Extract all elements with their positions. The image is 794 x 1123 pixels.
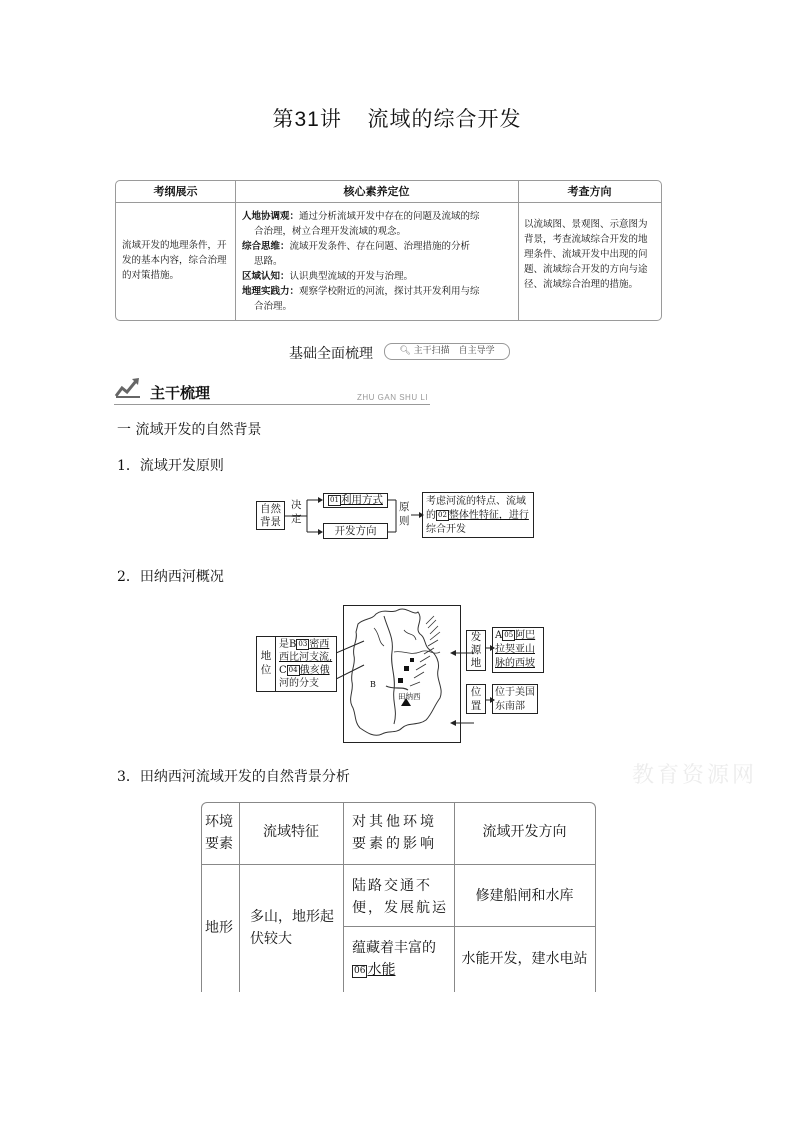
status-detail-box: 是B 03 密西 西比河支流, C 04 俄亥俄 河的分支 (275, 636, 337, 692)
header-dev-direction: 流域开发方向 (482, 824, 567, 840)
header-basin-feature: 流域特征 (263, 824, 319, 840)
status-label-box: 地位 (256, 636, 276, 692)
map-label-river: 田纳西 (398, 692, 421, 701)
tennessee-map-diagram (256, 603, 546, 745)
position-label-box: 位置 (466, 684, 486, 714)
heading-natural-background: 一 流域开发的自然背景 (117, 422, 262, 438)
scan-guide-badge: 🔍︎ 主干扫描 自主导学 (384, 343, 510, 360)
natural-background-box: 自然背景 (256, 501, 285, 530)
source-detail-box: A 05 阿巴 拉契亚山 脉的西坡 (492, 627, 544, 673)
principle-label: 原则 (399, 501, 410, 527)
direction-locks-reservoirs: 修建船闸和水库 (475, 888, 574, 904)
section-divider (114, 404, 430, 405)
header-exam-direction: 考查方向 (518, 181, 661, 203)
row-feature: 多山，地形起伏较大 (250, 909, 334, 947)
watermark: 教育资源网 (632, 763, 758, 788)
tennessee-river-map (343, 605, 461, 743)
heading-tennessee-overview: 2．田纳西河概况 (117, 569, 224, 585)
header-core-literacy: 核心素养定位 (235, 181, 518, 203)
use-mode-box: 01 利用方式 (323, 493, 388, 508)
basic-review-heading: 基础全面梳理 (289, 346, 373, 362)
source-label-box: 发源地 (466, 630, 486, 671)
literacy-item: 人地协调观：通过分析流域开发中存在的问题及流域的综 (242, 211, 480, 222)
heading-background-analysis: 3．田纳西河流域开发的自然背景分析 (117, 769, 350, 785)
exam-direction-text: 以流域图、景观图、示意图为背景，考查流域综合开发的地理条件、流域开发中出现的问题、流域综合开发的方向与途径、流域综合治理的措施。 (524, 219, 648, 290)
chart-trend-icon (114, 376, 142, 400)
section-title: 主干梳理 (150, 384, 211, 402)
literacy-item: 区域认知：认识典型流域的开发与治理。 (242, 271, 414, 282)
section-subtitle: ZHU GAN SHU LI (357, 393, 429, 402)
row-factor-terrain: 地形 (205, 920, 233, 936)
principle-diagram (256, 492, 536, 540)
page-title: 第31讲 流域的综合开发 (272, 107, 522, 131)
analysis-table (201, 802, 596, 992)
header-exam-outline: 考纲展示 (116, 181, 235, 203)
literacy-item: 综合思维：流域开发条件、存在问题、治理措施的分析 (242, 241, 471, 252)
exam-outline-text: 流域开发的地理条件，开发的基本内容，综合治理的对策措施。 (122, 240, 227, 281)
header-env-factor: 环境要素 (205, 814, 233, 852)
heading-development-principle: 1．流域开发原则 (117, 458, 224, 474)
direction-hydropower: 水能开发，建水电站 (461, 951, 588, 967)
core-literacy-list: 人地协调观：通过分析流域开发中存在的问题及流域的综 合治理，树立合理开发流域的观念。 综合思维：流域开发条件、存在问题、治理措施的分析 思路。 区域认知：认识典型流域的开发与治理。 地理实践力：观察学校附近的河流，探讨其开发利用与综 合治理。 (242, 209, 514, 314)
search-icon: 🔍︎ (399, 346, 411, 356)
impact-transport: 陆路交通不便，发展航运 (352, 878, 448, 916)
principle-detail-box: 考虑河流的特点、流域 的 02 整体性特征，进行 综合开发 (422, 492, 534, 538)
impact-hydropower: 蕴藏着丰富的 06 水能 (352, 940, 436, 978)
decide-label: 决定 (291, 499, 302, 525)
development-direction-box: 开发方向 (323, 523, 388, 539)
map-label-b: B (370, 680, 376, 689)
map-drawing (344, 606, 460, 742)
header-impact: 对其他环境要素的影响 (352, 814, 437, 852)
literacy-item: 地理实践力：观察学校附近的河流，探讨其开发利用与综 (242, 286, 480, 297)
outline-table (115, 180, 662, 321)
position-detail-box: 位于美国东南部 (492, 684, 538, 714)
